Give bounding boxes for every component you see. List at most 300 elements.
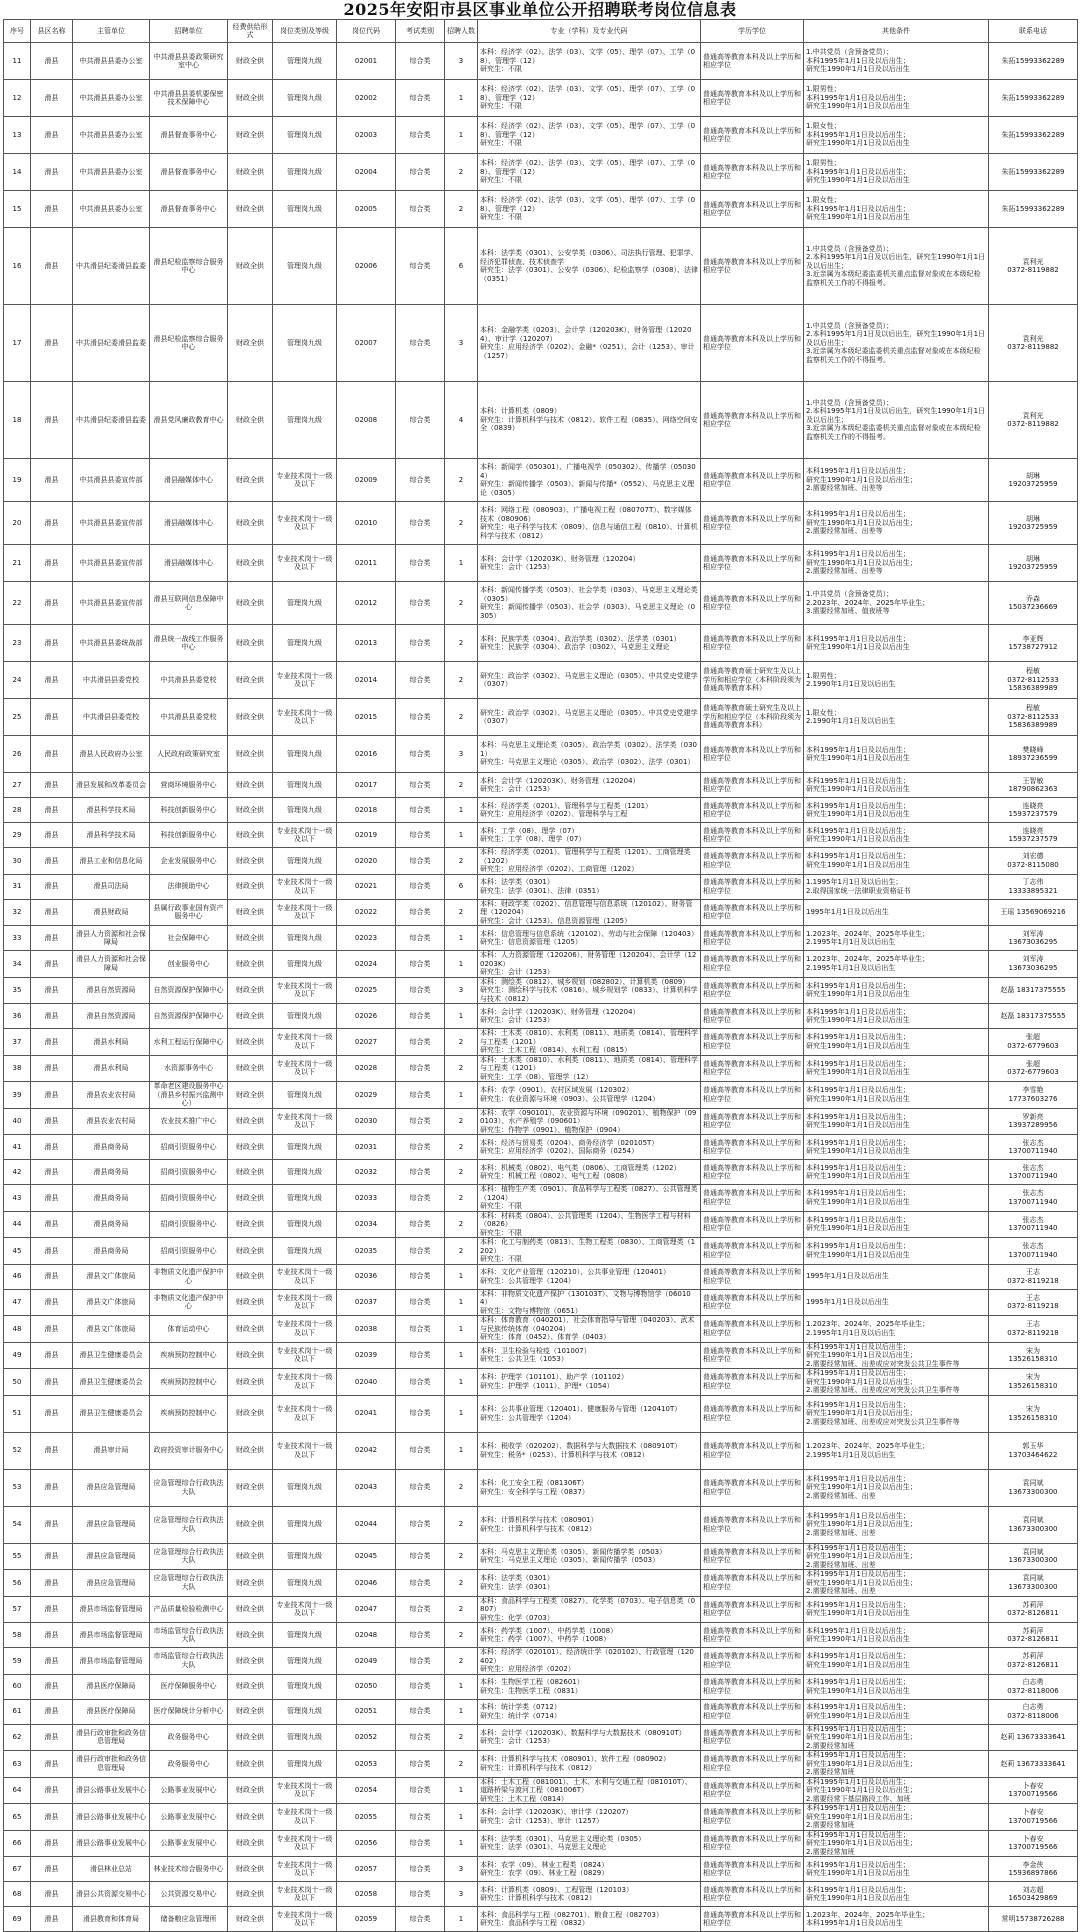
department-name-cell: 滑县医疗保障局	[73, 1674, 150, 1699]
education-requirements-cell: 普通高等教育硕士研究生及以上学历和相应学位（本科阶段须为普通高等教育本科）	[701, 699, 804, 736]
education-requirements-cell: 普通高等教育本科及以上学历和相应学位	[701, 1830, 804, 1857]
row-number-cell: 60	[4, 1674, 31, 1699]
major-requirements-cell: 本科：统计学类（0712） 研究生：统计学（0714）	[478, 1699, 701, 1724]
hiring-count-cell: 2	[445, 1648, 478, 1675]
department-name-cell: 滑县林业总站	[73, 1857, 150, 1882]
department-name-cell: 滑县卫生健康委员会	[73, 1395, 150, 1432]
table-row	[4, 736, 1078, 773]
position-category-cell: 管理岗九级	[273, 951, 337, 978]
other-conditions-cell: 1.中共党员（含预备党员）； 2.2023年、2024年、2025年毕业生； 3.需要经常加班、值夜班等	[804, 582, 989, 625]
department-name-cell: 滑县商务局	[73, 1238, 150, 1265]
education-requirements-cell: 普通高等教育本科及以上学历和相应学位	[701, 80, 804, 117]
unit-name-cell: 非物质文化遗产保护中心	[150, 1264, 228, 1289]
education-requirements-cell: 普通高等教育本科及以上学历和相应学位	[701, 1857, 804, 1882]
other-conditions-cell: 本科1995年1月1日及以后出生； 研究生1990年1月1日及以后出生； 2.需要经常加班、出差或应对突发公共卫生事件等	[804, 1369, 989, 1396]
county-name-cell: 滑县	[31, 1238, 73, 1265]
contact-phone-cell: 刘军涛 13673036295	[989, 926, 1078, 951]
education-requirements-cell: 普通高等教育本科及以上学历和相应学位	[701, 1289, 804, 1316]
unit-name-cell: 人民政府政策研究室	[150, 736, 228, 773]
table-row	[4, 117, 1078, 154]
major-requirements-cell: 本科：农学（09）、林业工程类（0824） 研究生：农学（09）、林业工程（0829）	[478, 1857, 701, 1882]
position-category-cell: 专业技术岗十一级及以下	[273, 1432, 337, 1469]
contact-phone-cell: 苏莉萍 0372-8126811	[989, 1648, 1078, 1675]
row-number-cell: 11	[4, 43, 31, 80]
unit-name-cell: 应急管理综合行政执法大队	[150, 1506, 228, 1543]
funding-type-cell: 财政全供	[228, 1777, 273, 1804]
major-requirements-cell: 本科：新闻传播学类（0503）、社会学类（0303）、马克思主义理论类（0305） 研究生：新闻传播学（0503）、社会学（0303）、马克思主义理论（0305）	[478, 582, 701, 625]
row-number-cell: 27	[4, 773, 31, 798]
unit-name-cell: 医疗保障服务中心	[150, 1674, 228, 1699]
major-requirements-cell: 本科：计算机类（0809） 研究生：计算机科学与技术（0812）、软件工程（0835）、网络空间安全（0839）	[478, 382, 701, 459]
major-requirements-cell: 本科：信息管理与信息系统（120102）、劳动与社会保障（120403） 研究生：信息资源管理（1205）	[478, 926, 701, 951]
education-requirements-cell: 普通高等教育本科及以上学历和相应学位	[701, 502, 804, 545]
county-name-cell: 滑县	[31, 798, 73, 823]
county-name-cell: 滑县	[31, 773, 73, 798]
department-name-cell: 中共滑县纪委滑县监委	[73, 305, 150, 382]
unit-name-cell: 创业服务中心	[150, 951, 228, 978]
position-category-cell: 管理岗九级	[273, 1699, 337, 1724]
other-conditions-cell: 本科1995年1月1日及以后出生； 研究生1990年1月1日及以后出生	[804, 625, 989, 662]
exam-category-cell: 综合类	[396, 1055, 445, 1082]
position-code-cell: 02059	[337, 1907, 396, 1932]
education-requirements-cell: 普通高等教育本科及以上学历和相应学位	[701, 1108, 804, 1135]
other-conditions-cell: 本科1995年1月1日及以后出生； 研究生1990年1月1日及以后出生	[804, 1623, 989, 1648]
county-name-cell: 滑县	[31, 1082, 73, 1109]
county-name-cell: 滑县	[31, 977, 73, 1004]
row-number-cell: 58	[4, 1623, 31, 1648]
unit-name-cell: 政府投资审计服务中心	[150, 1432, 228, 1469]
position-code-cell: 02047	[337, 1596, 396, 1623]
funding-type-cell: 财政全供	[228, 459, 273, 502]
row-number-cell: 42	[4, 1160, 31, 1185]
exam-category-cell: 综合类	[396, 823, 445, 848]
major-requirements-cell: 本科：卫生检验与检疫（101007） 研究生：公共卫生（1053）	[478, 1342, 701, 1369]
position-category-cell: 专业技术岗十一级及以下	[273, 1264, 337, 1289]
department-name-cell: 滑县应急管理局	[73, 1506, 150, 1543]
exam-category-cell: 综合类	[396, 625, 445, 662]
row-number-cell: 43	[4, 1185, 31, 1212]
contact-phone-cell: 王志 0372-8119218	[989, 1289, 1078, 1316]
county-name-cell: 滑县	[31, 1751, 73, 1778]
table-row	[4, 625, 1078, 662]
position-code-cell: 02038	[337, 1316, 396, 1343]
education-requirements-cell: 普通高等教育本科及以上学历和相应学位	[701, 1882, 804, 1907]
education-requirements-cell: 普通高等教育本科及以上学历和相应学位	[701, 1082, 804, 1109]
table-row	[4, 1674, 1078, 1699]
funding-type-cell: 财政全供	[228, 848, 273, 875]
major-requirements-cell: 本科：材料类（0804）、公共管理类（1204）、生物医学工程与材料（0826） 研究生：不限	[478, 1211, 701, 1238]
department-name-cell: 滑县科学技术局	[73, 823, 150, 848]
funding-type-cell: 财政全供	[228, 1724, 273, 1751]
county-name-cell: 滑县	[31, 502, 73, 545]
unit-name-cell: 公路事业发展中心	[150, 1804, 228, 1831]
major-requirements-cell: 本科：经济与贸易类（0204）、商务经济学（020105T） 研究生：应用经济学（0202）、国际商务（0254）	[478, 1135, 701, 1160]
contact-phone-cell: 张志杰 13700711940	[989, 1185, 1078, 1212]
contact-phone-cell: 胡琳 19203725959	[989, 459, 1078, 502]
header-code: 岗位代码	[337, 20, 396, 43]
other-conditions-cell: 1.限男性； 本科1995年1月1日及以后出生； 研究生1990年1月1日及以后出生	[804, 154, 989, 191]
position-category-cell: 管理岗九级	[273, 736, 337, 773]
education-requirements-cell: 普通高等教育本科及以上学历和相应学位	[701, 926, 804, 951]
hiring-count-cell: 1	[445, 1316, 478, 1343]
unit-name-cell: 滑县纪检监察综合服务中心	[150, 305, 228, 382]
unit-name-cell: 中共滑县县委党校	[150, 662, 228, 699]
education-requirements-cell: 普通高等教育本科及以上学历和相应学位	[701, 1543, 804, 1570]
county-name-cell: 滑县	[31, 1395, 73, 1432]
hiring-count-cell: 2	[445, 1238, 478, 1265]
funding-type-cell: 财政全供	[228, 191, 273, 228]
education-requirements-cell: 普通高等教育本科及以上学历和相应学位	[701, 1570, 804, 1597]
position-code-cell: 02034	[337, 1211, 396, 1238]
funding-type-cell: 财政全供	[228, 1029, 273, 1056]
contact-phone-cell: 张志杰 13700711940	[989, 1160, 1078, 1185]
exam-category-cell: 综合类	[396, 1596, 445, 1623]
unit-name-cell: 科技创新服务中心	[150, 823, 228, 848]
position-code-cell: 02012	[337, 582, 396, 625]
exam-category-cell: 综合类	[396, 305, 445, 382]
position-category-cell: 管理岗九级	[273, 1506, 337, 1543]
contact-phone-cell: 朱拓15993362289	[989, 154, 1078, 191]
hiring-count-cell: 2	[445, 899, 478, 926]
contact-phone-cell: 连晓亮 15937237579	[989, 798, 1078, 823]
position-code-cell: 02017	[337, 773, 396, 798]
major-requirements-cell: 本科：新闻学（050301）、广播电视学（050302）、传播学（050304） 研究生：新闻传播学（0503）、新闻与传播*（0552）、马克思主义理论（0305）	[478, 459, 701, 502]
other-conditions-cell: 本科1995年1月1日及以后出生； 研究生1990年1月1日及以后出生； 2.需要经常加班、出差	[804, 1543, 989, 1570]
hiring-count-cell: 2	[445, 625, 478, 662]
county-name-cell: 滑县	[31, 1160, 73, 1185]
position-code-cell: 02018	[337, 798, 396, 823]
hiring-count-cell: 1	[445, 1432, 478, 1469]
position-category-cell: 专业技术岗十一级及以下	[273, 1907, 337, 1932]
education-requirements-cell: 普通高等教育本科及以上学历和相应学位	[701, 154, 804, 191]
position-category-cell: 管理岗九级	[273, 1211, 337, 1238]
education-requirements-cell: 普通高等教育本科及以上学历和相应学位	[701, 1777, 804, 1804]
position-code-cell: 02042	[337, 1432, 396, 1469]
county-name-cell: 滑县	[31, 1506, 73, 1543]
position-code-cell: 02055	[337, 1804, 396, 1831]
table-row	[4, 1211, 1078, 1238]
hiring-count-cell: 2	[445, 662, 478, 699]
exam-category-cell: 综合类	[396, 1264, 445, 1289]
county-name-cell: 滑县	[31, 1623, 73, 1648]
hiring-count-cell: 1	[445, 1289, 478, 1316]
other-conditions-cell: 1.中共党员（含预备党员）； 2.本科1995年1月1日及以后出生，研究生1990年1月1日及以后出生； 3.近亲属为本级纪委监委机关重点监督对象或在本级纪检监察机关工作的不得报考。	[804, 305, 989, 382]
position-code-cell: 02039	[337, 1342, 396, 1369]
position-code-cell: 02029	[337, 1082, 396, 1109]
table-row	[4, 154, 1078, 191]
other-conditions-cell: 本科1995年1月1日及以后出生； 研究生1990年1月1日及以后出生； 2.需要经常加班	[804, 1804, 989, 1831]
table-row	[4, 798, 1078, 823]
position-code-cell: 02030	[337, 1108, 396, 1135]
unit-name-cell: 滑县督查事务中心	[150, 117, 228, 154]
funding-type-cell: 财政全供	[228, 662, 273, 699]
education-requirements-cell: 普通高等教育本科及以上学历和相应学位	[701, 798, 804, 823]
department-name-cell: 滑县财政局	[73, 899, 150, 926]
position-code-cell: 02049	[337, 1648, 396, 1675]
position-category-cell: 专业技术岗十一级及以下	[273, 977, 337, 1004]
exam-category-cell: 综合类	[396, 1882, 445, 1907]
hiring-count-cell: 2	[445, 1055, 478, 1082]
row-number-cell: 46	[4, 1264, 31, 1289]
position-code-cell: 02011	[337, 545, 396, 582]
county-name-cell: 滑县	[31, 625, 73, 662]
unit-name-cell: 法律援助中心	[150, 874, 228, 899]
funding-type-cell: 财政全供	[228, 1543, 273, 1570]
position-code-cell: 02016	[337, 736, 396, 773]
contact-phone-cell: 宋为 13526158310	[989, 1369, 1078, 1396]
hiring-count-cell: 2	[445, 1506, 478, 1543]
table-row	[4, 1882, 1078, 1907]
table-row	[4, 1185, 1078, 1212]
hiring-count-cell: 2	[445, 1623, 478, 1648]
position-category-cell: 管理岗九级	[273, 1751, 337, 1778]
exam-category-cell: 综合类	[396, 1699, 445, 1724]
contact-phone-cell: 朱拓15993362289	[989, 191, 1078, 228]
county-name-cell: 滑县	[31, 1648, 73, 1675]
county-name-cell: 滑县	[31, 1674, 73, 1699]
exam-category-cell: 综合类	[396, 848, 445, 875]
unit-name-cell: 水利工程运行保障中心	[150, 1029, 228, 1056]
department-name-cell: 滑县应急管理局	[73, 1469, 150, 1506]
row-number-cell: 55	[4, 1543, 31, 1570]
education-requirements-cell: 普通高等教育本科及以上学历和相应学位	[701, 773, 804, 798]
row-number-cell: 62	[4, 1724, 31, 1751]
table-header-row	[4, 20, 1078, 43]
table-row	[4, 977, 1078, 1004]
table-row	[4, 926, 1078, 951]
hiring-count-cell: 2	[445, 154, 478, 191]
unit-name-cell: 滑县融媒体中心	[150, 459, 228, 502]
header-dept: 主管单位	[73, 20, 150, 43]
department-name-cell: 滑县文广体旅局	[73, 1264, 150, 1289]
major-requirements-cell: 本科：会计学（120203K）、财务管理（120204） 研究生：会计（1253）	[478, 545, 701, 582]
education-requirements-cell: 普通高等教育本科及以上学历和相应学位	[701, 1264, 804, 1289]
county-name-cell: 滑县	[31, 154, 73, 191]
hiring-count-cell: 2	[445, 1570, 478, 1597]
exam-category-cell: 综合类	[396, 1724, 445, 1751]
funding-type-cell: 财政全供	[228, 874, 273, 899]
table-row	[4, 699, 1078, 736]
unit-name-cell: 农业技术推广中心	[150, 1108, 228, 1135]
department-name-cell: 滑县市场监督管理局	[73, 1596, 150, 1623]
other-conditions-cell: 本科1995年1月1日及以后出生； 研究生1990年1月1日及以后出生	[804, 1135, 989, 1160]
exam-category-cell: 综合类	[396, 1570, 445, 1597]
education-requirements-cell: 普通高等教育本科及以上学历和相应学位	[701, 1674, 804, 1699]
position-category-cell: 专业技术岗十一级及以下	[273, 823, 337, 848]
funding-type-cell: 财政全供	[228, 117, 273, 154]
page-title: 2025年安阳市县区事业单位公开招聘联考岗位信息表	[343, 0, 737, 19]
exam-category-cell: 综合类	[396, 1289, 445, 1316]
contact-phone-cell: 刘军涛 13673036295	[989, 951, 1078, 978]
unit-name-cell: 林业技术综合服务中心	[150, 1857, 228, 1882]
county-name-cell: 滑县	[31, 1004, 73, 1029]
unit-name-cell: 招商引资服务中心	[150, 1160, 228, 1185]
department-name-cell: 滑县司法局	[73, 874, 150, 899]
county-name-cell: 滑县	[31, 1777, 73, 1804]
row-number-cell: 61	[4, 1699, 31, 1724]
position-category-cell: 专业技术岗十一级及以下	[273, 502, 337, 545]
department-name-cell: 滑县卫生健康委员会	[73, 1342, 150, 1369]
hiring-count-cell: 1	[445, 1395, 478, 1432]
major-requirements-cell: 本科：测绘类（0812）、城乡规划（082802）、计算机类（0809） 研究生：测绘科学与技术（0816）、城乡规划学（0833）、计算机科学与技术（0812）	[478, 977, 701, 1004]
county-name-cell: 滑县	[31, 874, 73, 899]
position-category-cell: 管理岗九级	[273, 773, 337, 798]
major-requirements-cell: 本科：文化产业管理（120210）、公共事业管理（120401） 研究生：公共管理学（1204）	[478, 1264, 701, 1289]
department-name-cell: 中共滑县县委办公室	[73, 117, 150, 154]
table-row	[4, 1699, 1078, 1724]
contact-phone-cell: 刘志超 16503429869	[989, 1882, 1078, 1907]
table-row	[4, 191, 1078, 228]
other-conditions-cell: 本科1995年1月1日及以后出生； 研究生1990年1月1日及以后出生	[804, 848, 989, 875]
county-name-cell: 滑县	[31, 1369, 73, 1396]
unit-name-cell: 应急管理综合行政执法大队	[150, 1469, 228, 1506]
education-requirements-cell: 普通高等教育本科及以上学历和相应学位	[701, 1316, 804, 1343]
hiring-count-cell: 1	[445, 1674, 478, 1699]
position-category-cell: 专业技术岗十一级及以下	[273, 1395, 337, 1432]
education-requirements-cell: 普通高等教育本科及以上学历和相应学位	[701, 1596, 804, 1623]
department-name-cell: 中共滑县县委办公室	[73, 154, 150, 191]
position-code-cell: 02022	[337, 899, 396, 926]
row-number-cell: 28	[4, 798, 31, 823]
exam-category-cell: 综合类	[396, 1907, 445, 1932]
major-requirements-cell: 本科：法学类（0301） 研究生：法学（0301）、法律（0351）	[478, 874, 701, 899]
position-category-cell: 管理岗九级	[273, 1543, 337, 1570]
row-number-cell: 35	[4, 977, 31, 1004]
contact-phone-cell: 罗新亮 13937289956	[989, 1108, 1078, 1135]
table-row	[4, 1342, 1078, 1369]
position-code-cell: 02006	[337, 228, 396, 305]
position-category-cell: 管理岗九级	[273, 926, 337, 951]
position-category-cell: 管理岗九级	[273, 1160, 337, 1185]
county-name-cell: 滑县	[31, 1316, 73, 1343]
row-number-cell: 67	[4, 1857, 31, 1882]
hiring-count-cell: 1	[445, 1369, 478, 1396]
position-category-cell: 管理岗九级	[273, 117, 337, 154]
hiring-count-cell: 2	[445, 1751, 478, 1778]
position-category-cell: 管理岗九级	[273, 1238, 337, 1265]
other-conditions-cell: 1.中共党员（含预备党员）； 2.本科1995年1月1日及以后出生，研究生1990年1月1日及以后出生； 3.近亲属为本级纪委监委机关重点监督对象或在本级纪检监察机关工作的不得报考。	[804, 382, 989, 459]
exam-category-cell: 综合类	[396, 1135, 445, 1160]
position-code-cell: 02032	[337, 1160, 396, 1185]
table-row	[4, 545, 1078, 582]
contact-phone-cell: 卜春安 13700719566	[989, 1830, 1078, 1857]
unit-name-cell: 公路事业发展中心	[150, 1777, 228, 1804]
row-number-cell: 49	[4, 1342, 31, 1369]
hiring-count-cell: 1	[445, 926, 478, 951]
other-conditions-cell: 1.中共党员（含预备党员）； 本科1995年1月1日及以后出生； 研究生1990年1月1日及以后出生	[804, 43, 989, 80]
contact-phone-cell: 卜春安 13700719566	[989, 1777, 1078, 1804]
exam-category-cell: 综合类	[396, 1674, 445, 1699]
table-row	[4, 1135, 1078, 1160]
position-code-cell: 02001	[337, 43, 396, 80]
position-category-cell: 专业技术岗十一级及以下	[273, 1882, 337, 1907]
position-code-cell: 02027	[337, 1029, 396, 1056]
funding-type-cell: 财政全供	[228, 305, 273, 382]
table-row	[4, 1316, 1078, 1343]
contact-phone-cell: 朱拓15993362289	[989, 43, 1078, 80]
funding-type-cell: 财政全供	[228, 1506, 273, 1543]
funding-type-cell: 财政全供	[228, 582, 273, 625]
department-name-cell: 中共滑县县委宣传部	[73, 582, 150, 625]
other-conditions-cell: 本科1995年1月1日及以后出生； 研究生1990年1月1日及以后出生	[804, 1185, 989, 1212]
exam-category-cell: 综合类	[396, 582, 445, 625]
table-row	[4, 1238, 1078, 1265]
table-row	[4, 1160, 1078, 1185]
exam-category-cell: 综合类	[396, 1238, 445, 1265]
other-conditions-cell: 本科1995年1月1日及以后出生； 研究生1990年1月1日及以后出生	[804, 1029, 989, 1056]
position-category-cell: 管理岗九级	[273, 1648, 337, 1675]
major-requirements-cell: 本科：食品科学与工程（082701）、粮食工程（082703） 研究生：食品科学与工程（0832）	[478, 1907, 701, 1932]
department-name-cell: 滑县水利局	[73, 1055, 150, 1082]
major-requirements-cell: 本科：法学类（0301） 研究生：法学（0301）	[478, 1570, 701, 1597]
hiring-count-cell: 3	[445, 977, 478, 1004]
other-conditions-cell: 本科1995年1月1日及以后出生； 研究生1990年1月1日及以后出生； 2.需要经常加班、出差	[804, 1570, 989, 1597]
row-number-cell: 25	[4, 699, 31, 736]
contact-phone-cell: 苏莉萍 0372-8126811	[989, 1623, 1078, 1648]
funding-type-cell: 财政全供	[228, 823, 273, 848]
header-county: 县区名称	[31, 20, 73, 43]
other-conditions-cell: 本科1995年1月1日及以后出生； 研究生1990年1月1日及以后出生	[804, 1238, 989, 1265]
position-code-cell: 02041	[337, 1395, 396, 1432]
table-row	[4, 662, 1078, 699]
funding-type-cell: 财政全供	[228, 154, 273, 191]
county-name-cell: 滑县	[31, 1055, 73, 1082]
funding-type-cell: 财政全供	[228, 899, 273, 926]
major-requirements-cell: 研究生：政治学（0302）、马克思主义理论（0305）、中共党史党建学（0307）	[478, 699, 701, 736]
hiring-count-cell: 1	[445, 1082, 478, 1109]
row-number-cell: 23	[4, 625, 31, 662]
department-name-cell: 中共滑县县委宣传部	[73, 459, 150, 502]
exam-category-cell: 综合类	[396, 1211, 445, 1238]
county-name-cell: 滑县	[31, 848, 73, 875]
row-number-cell: 44	[4, 1211, 31, 1238]
education-requirements-cell: 普通高等教育本科及以上学历和相应学位	[701, 1648, 804, 1675]
table-row	[4, 43, 1078, 80]
position-code-cell: 02052	[337, 1724, 396, 1751]
unit-name-cell: 中共滑县县委党校	[150, 699, 228, 736]
hiring-count-cell: 2	[445, 1543, 478, 1570]
department-name-cell: 滑县行政审批和政务信息管理局	[73, 1751, 150, 1778]
contact-phone-cell: 张超 0372-6779603	[989, 1029, 1078, 1056]
hiring-count-cell: 3	[445, 1882, 478, 1907]
position-code-cell: 02046	[337, 1570, 396, 1597]
position-category-cell: 管理岗九级	[273, 1674, 337, 1699]
education-requirements-cell: 普通高等教育本科及以上学历和相应学位	[701, 228, 804, 305]
education-requirements-cell: 普通高等教育本科及以上学历和相应学位	[701, 545, 804, 582]
funding-type-cell: 财政全供	[228, 382, 273, 459]
position-code-cell: 02056	[337, 1830, 396, 1857]
funding-type-cell: 财政全供	[228, 951, 273, 978]
county-name-cell: 滑县	[31, 1185, 73, 1212]
county-name-cell: 滑县	[31, 1804, 73, 1831]
table-row	[4, 951, 1078, 978]
department-name-cell: 滑县公路事业发展中心	[73, 1777, 150, 1804]
education-requirements-cell: 普通高等教育本科及以上学历和相应学位	[701, 1055, 804, 1082]
contact-phone-cell: 李雪艳 17737603276	[989, 1082, 1078, 1109]
exam-category-cell: 综合类	[396, 1316, 445, 1343]
position-category-cell: 专业技术岗十一级及以下	[273, 1342, 337, 1369]
exam-category-cell: 综合类	[396, 1543, 445, 1570]
contact-phone-cell: 白志勇 0372-8118006	[989, 1674, 1078, 1699]
exam-category-cell: 综合类	[396, 545, 445, 582]
funding-type-cell: 财政全供	[228, 1648, 273, 1675]
other-conditions-cell: 本科1995年1月1日及以后出生； 研究生1990年1月1日及以后出生	[804, 1055, 989, 1082]
position-category-cell: 管理岗九级	[273, 1135, 337, 1160]
exam-category-cell: 综合类	[396, 1342, 445, 1369]
unit-name-cell: 应急管理综合行政执法大队	[150, 1543, 228, 1570]
major-requirements-cell: 本科：会计学（120203K）、审计学（120207） 研究生：会计（1253）、审计（1257）	[478, 1804, 701, 1831]
header-no: 序号	[4, 20, 31, 43]
